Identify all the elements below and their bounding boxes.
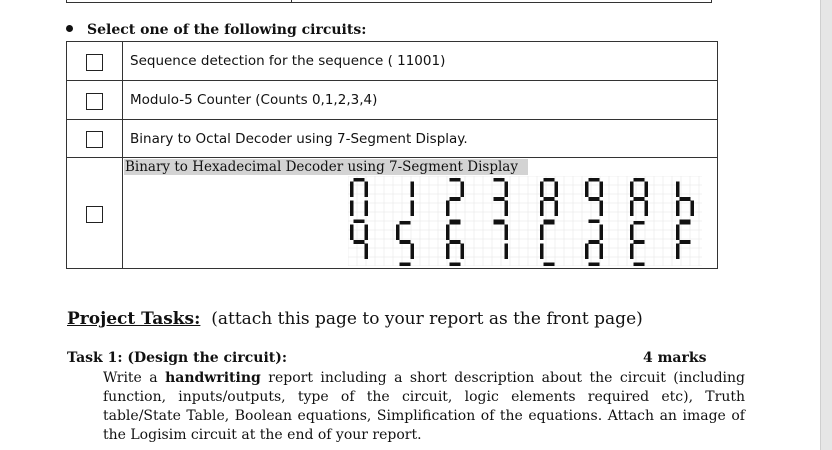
segment-b bbox=[365, 182, 369, 198]
circuit-option-row bbox=[67, 120, 718, 158]
segment-c bbox=[411, 201, 415, 217]
segment-f bbox=[446, 225, 450, 241]
segment-f bbox=[676, 225, 680, 241]
segment-f bbox=[676, 182, 680, 198]
segment-e bbox=[676, 244, 680, 260]
segment-c bbox=[365, 244, 369, 260]
segment-b bbox=[505, 225, 509, 241]
seven-segment-digit-C bbox=[540, 221, 555, 266]
segment-g bbox=[450, 197, 461, 201]
segment-g bbox=[589, 240, 600, 244]
segment-g bbox=[494, 197, 505, 201]
seven-segment-digit-E bbox=[630, 221, 645, 266]
segment-e bbox=[446, 244, 450, 260]
segment-b bbox=[555, 182, 559, 198]
segment-e bbox=[630, 244, 634, 260]
segment-c bbox=[600, 244, 604, 260]
segment-c bbox=[461, 244, 465, 260]
circuit-option-label: Binary to Octal Decoder using 7-Segment Display. bbox=[123, 120, 718, 158]
segment-f bbox=[396, 225, 400, 241]
segment-c bbox=[365, 201, 369, 217]
segment-a bbox=[634, 178, 645, 182]
checkbox-sequence-detection[interactable] bbox=[86, 54, 103, 71]
segment-f bbox=[540, 182, 544, 198]
segment-c bbox=[505, 244, 509, 260]
segment-g bbox=[544, 197, 555, 201]
segment-d bbox=[354, 220, 365, 224]
segment-b bbox=[645, 182, 649, 198]
seven-segment-digit-4 bbox=[350, 225, 368, 260]
segment-c bbox=[645, 201, 649, 217]
segment-g bbox=[400, 240, 411, 244]
segment-f bbox=[585, 182, 589, 198]
checkbox-modulo-5-counter[interactable] bbox=[86, 93, 103, 110]
segment-d bbox=[400, 263, 411, 267]
segment-d bbox=[589, 263, 600, 267]
segment-b bbox=[600, 182, 604, 198]
seven-segment-digit-6 bbox=[446, 221, 464, 266]
segment-f bbox=[350, 182, 354, 198]
checkbox-binary-to-hex[interactable] bbox=[86, 206, 103, 223]
segment-c bbox=[505, 201, 509, 217]
circuit-option-label: Modulo-5 Counter (Counts 0,1,2,3,4) bbox=[123, 81, 718, 120]
segment-f bbox=[630, 225, 634, 241]
seven-segment-digit-A bbox=[630, 178, 648, 216]
segment-e bbox=[446, 201, 450, 217]
segment-a bbox=[400, 221, 411, 225]
segment-b bbox=[505, 182, 509, 198]
segment-a bbox=[544, 178, 555, 182]
segment-a bbox=[494, 178, 505, 182]
segment-f bbox=[350, 225, 354, 241]
segment-f bbox=[540, 225, 544, 241]
segment-e bbox=[350, 201, 354, 217]
segment-e bbox=[585, 244, 589, 260]
segment-c bbox=[691, 201, 695, 217]
segment-b bbox=[461, 182, 465, 198]
segment-c bbox=[411, 244, 415, 260]
segment-e bbox=[676, 201, 680, 217]
segment-d bbox=[634, 263, 645, 267]
segment-g bbox=[589, 197, 600, 201]
segment-a bbox=[450, 178, 461, 182]
segment-e bbox=[540, 244, 544, 260]
segment-g bbox=[634, 197, 645, 201]
bullet-icon bbox=[66, 25, 73, 32]
segment-a bbox=[450, 221, 461, 225]
task1-description: Write a handwriting report including a short description about the circuit (including function, inputs/outputs, type of the circuit, logic elements required etc), Truth table/State Table, Boolean equations, Simplification of the equations. Attach an image of the Logisim circuit at the end of your report. bbox=[103, 370, 745, 443]
previous-table-fragment bbox=[66, 0, 712, 3]
segment-a bbox=[680, 221, 691, 225]
segment-a bbox=[589, 178, 600, 182]
segment-d bbox=[589, 220, 600, 224]
segment-g bbox=[354, 240, 365, 244]
circuit-options-table bbox=[66, 41, 718, 269]
segment-g bbox=[450, 240, 461, 244]
segment-e bbox=[540, 201, 544, 217]
segment-d bbox=[450, 263, 461, 267]
circuit-option-row bbox=[67, 81, 718, 120]
segment-f bbox=[630, 182, 634, 198]
task1-title: Task 1: (Design the circuit): bbox=[67, 350, 288, 366]
circuit-option-label-highlighted: Binary to Hexadecimal Decoder using 7-Segment Display bbox=[124, 159, 528, 175]
task1-marks: 4 marks bbox=[643, 350, 707, 366]
segment-c bbox=[555, 201, 559, 217]
project-tasks-heading: Project Tasks: (attach this page to your report as the front page) bbox=[67, 309, 643, 329]
seven-segment-hex-digits-image bbox=[348, 176, 702, 266]
segment-b bbox=[365, 225, 369, 241]
segment-g bbox=[680, 240, 691, 244]
circuit-option-label: Sequence detection for the sequence ( 11001) bbox=[123, 42, 718, 81]
segment-a bbox=[544, 221, 555, 225]
circuit-selection-heading: Select one of the following circuits: bbox=[66, 22, 366, 38]
segment-a bbox=[494, 221, 505, 225]
segment-d bbox=[544, 263, 555, 267]
seven-segment-digit-F bbox=[676, 221, 691, 259]
segment-g bbox=[680, 197, 691, 201]
segment-a bbox=[634, 221, 645, 225]
circuit-option-row bbox=[67, 42, 718, 81]
checkbox-binary-to-octal[interactable] bbox=[86, 131, 103, 148]
segment-c bbox=[600, 201, 604, 217]
segment-b bbox=[600, 225, 604, 241]
segment-g bbox=[634, 240, 645, 244]
segment-a bbox=[354, 178, 365, 182]
segment-b bbox=[411, 182, 415, 198]
segment-e bbox=[630, 201, 634, 217]
seven-segment-digit-b bbox=[676, 182, 694, 224]
circuit-option-row bbox=[67, 158, 718, 269]
